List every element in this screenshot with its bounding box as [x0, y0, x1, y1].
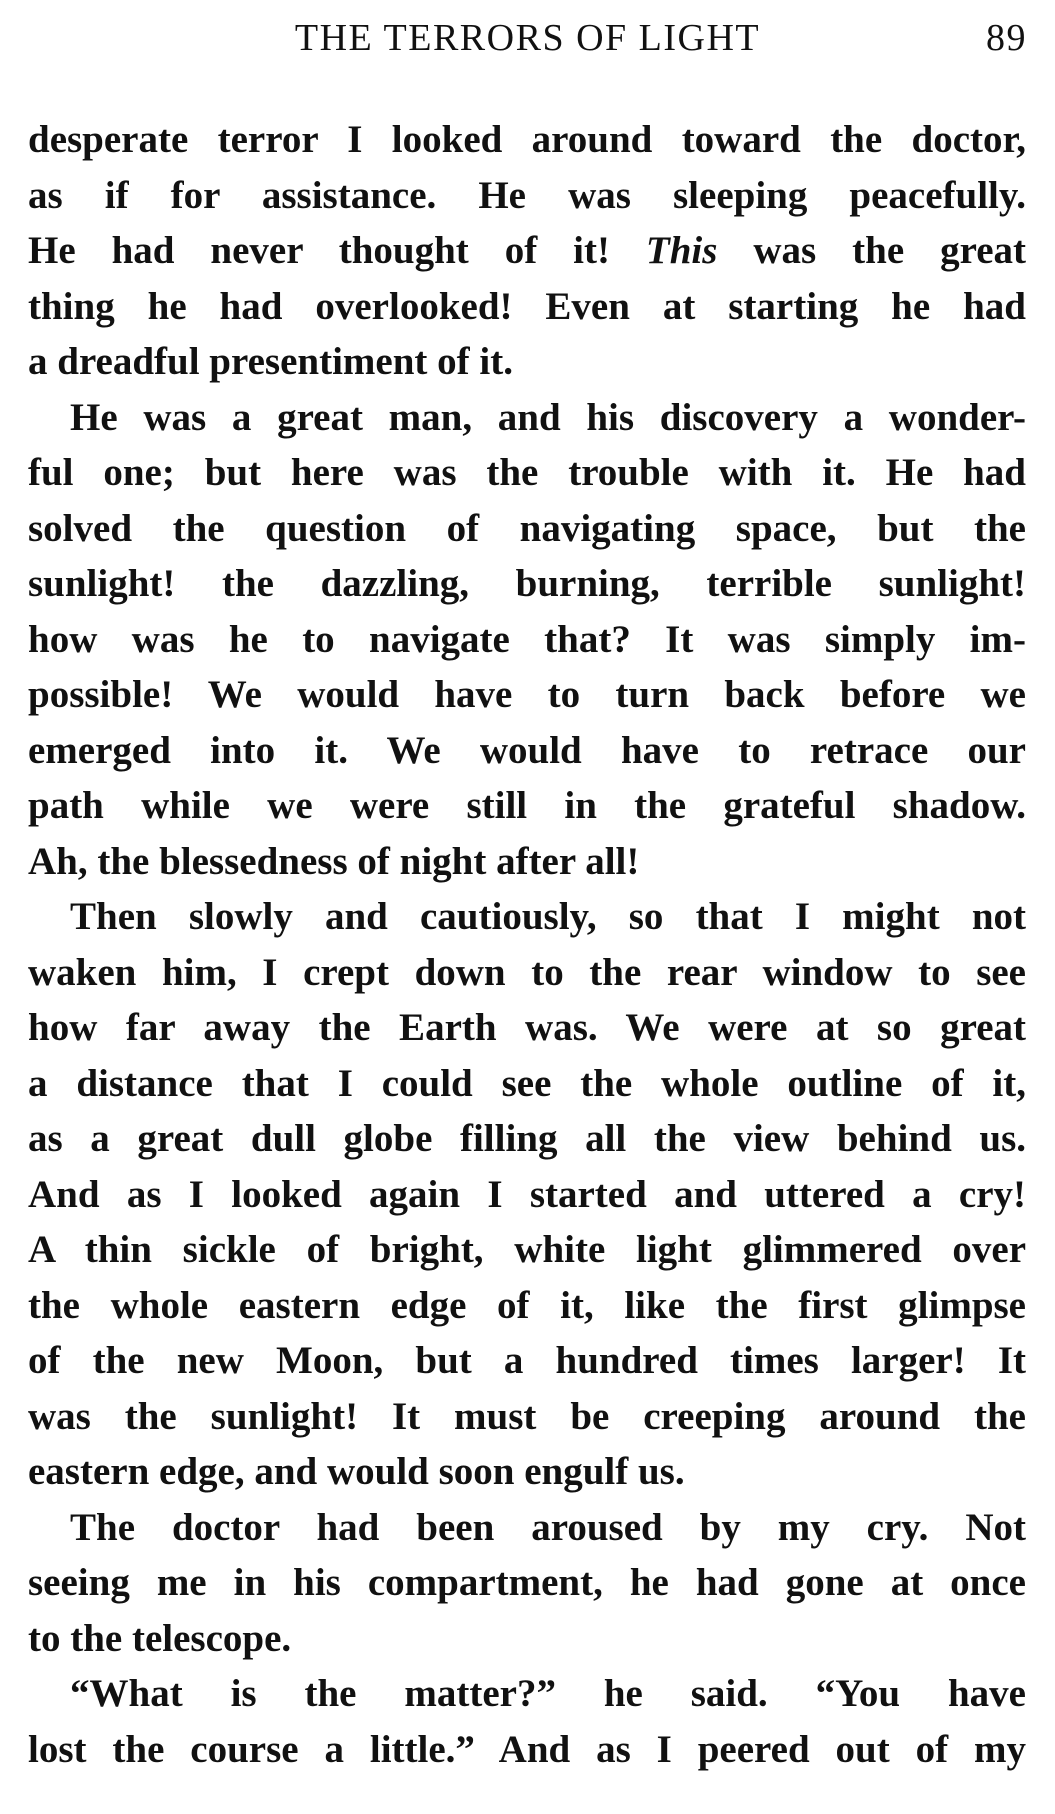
text-line: how far away the Earth was. We were at so great [28, 1006, 1026, 1049]
text-line: A thin sickle of bright, white light glimmered over [28, 1228, 1026, 1271]
text-line: “What is the matter?” he said. “You have [70, 1672, 1026, 1715]
text-segment: was the great [717, 229, 1026, 272]
text-line [28, 223, 1026, 279]
text-line: to the telescope. [28, 1616, 292, 1660]
text-line: emerged into it. We would have to retrace our [28, 728, 1026, 772]
text-line: solved the question of navigating space, but the [28, 506, 1026, 550]
paragraph-5 [28, 1666, 1026, 1777]
text-line: was the sunlight! It must be creeping around the [28, 1394, 1026, 1438]
text-line: lost the course a little.” And as I peered out of my [28, 1727, 1026, 1771]
text-line: possible! We would have to turn back before we [28, 673, 1026, 716]
text-line: He was a great man, and his discovery a wonder- [70, 395, 1026, 439]
text-line: sunlight! the dazzling, burning, terrible sunlight! [28, 562, 1026, 605]
text-line: ful one; but here was the trouble with it. He had [28, 451, 1026, 494]
text-line: seeing me in his compartment, he had gone at once [28, 1561, 1026, 1604]
body-text [28, 112, 1026, 1777]
paragraph-3 [28, 889, 1026, 1500]
text-line: as if for assistance. He was sleeping peacefully. [28, 173, 1026, 217]
text-line: The doctor had been aroused by my cry. Not [70, 1505, 1026, 1549]
text-line: a distance that I could see the whole outline of it, [28, 1061, 1026, 1105]
text-line: a dreadful presentiment of it. [28, 340, 513, 383]
paragraph-1 [28, 112, 1026, 390]
text-line: the whole eastern edge of it, like the first glimpse [28, 1283, 1026, 1327]
text-line: path while we were still in the grateful shadow. [28, 784, 1026, 827]
chapter-title: THE TERRORS OF LIGHT [294, 17, 761, 59]
running-head [28, 16, 1027, 76]
text-line: thing he had overlooked! Even at starting he had [28, 284, 1026, 328]
page-number: 89 [986, 17, 1027, 59]
text-line: waken him, I crept down to the rear window to see [28, 950, 1026, 994]
text-line: Then slowly and cautiously, so that I might not [70, 895, 1026, 938]
text-segment: He had never thought of it! [28, 229, 646, 272]
text-line: how was he to navigate that? It was simply im- [28, 617, 1026, 661]
text-line: desperate terror I looked around toward the doctor, [28, 118, 1026, 161]
text-line: And as I looked again I started and uttered a cry! [28, 1172, 1026, 1216]
text-line: Ah, the blessedness of night after all! [28, 839, 640, 883]
italic-emphasis: This [645, 229, 718, 272]
paragraph-4 [28, 1500, 1026, 1667]
text-line: eastern edge, and would soon engulf us. [28, 1450, 685, 1493]
paragraph-2 [28, 390, 1026, 890]
text-line: as a great dull globe filling all the view behind us. [28, 1117, 1026, 1160]
text-line: of the new Moon, but a hundred times larger! It [28, 1339, 1026, 1382]
